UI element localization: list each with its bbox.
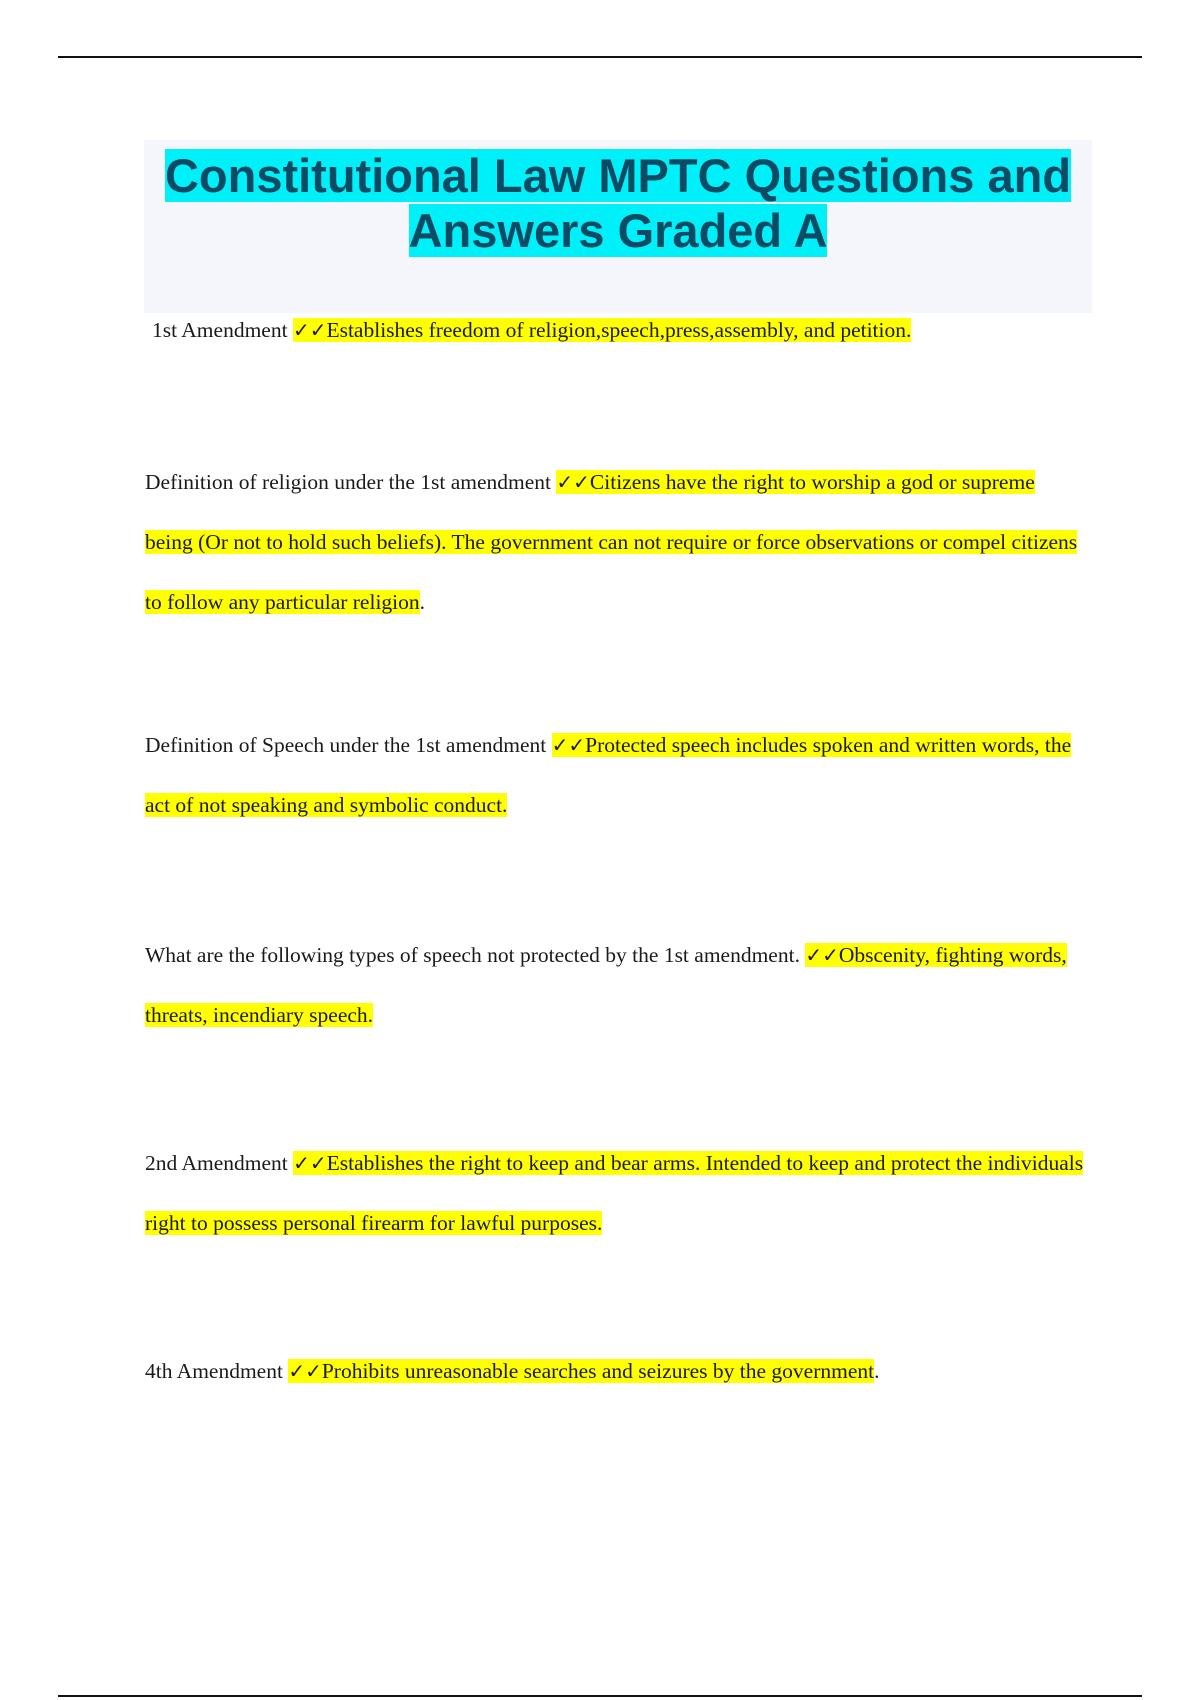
qa-item-4th-amendment: 4th Amendment ✓✓Prohibits unreasonable searches and seizures by the government.: [145, 1359, 880, 1383]
question-text: 1st Amendment: [152, 318, 293, 342]
answer-text: ✓✓Establishes freedom of religion,speech,press,assembly, and petition.: [292, 318, 912, 342]
qa-item-religion: Definition of religion under the 1st amendment ✓✓Citizens have the right to worship a god or supreme being (Or not to hold such beliefs). The government can not require or force observations or compel citizens to follow any particular religion.: [145, 470, 1078, 614]
title-line-1: Constitutional Law MPTC Questions and: [164, 149, 1072, 202]
answer-text: ✓✓Protected speech includes spoken and written words, the act of not speaking and symbolic conduct.: [145, 733, 1072, 817]
double-check-icon: ✓✓: [556, 470, 590, 494]
answer-text: ✓✓Prohibits unreasonable searches and seizures by the government: [288, 1359, 875, 1383]
title-line-2: Answers Graded A: [408, 204, 828, 257]
qa-item-1st-amendment: [152, 300, 1092, 360]
question-text: What are the following types of speech not protected by the 1st amendment.: [145, 943, 806, 967]
answer-text: ✓✓Citizens have the right to worship a god or supreme being (Or not to hold such beliefs). The government can not require or force observations or compel citizens to follow any particular religion: [145, 470, 1078, 614]
bottom-rule: [58, 1695, 1142, 1697]
top-rule: [58, 56, 1142, 58]
question-text: Definition of religion under the 1st amendment: [145, 470, 557, 494]
question-text: 2nd Amendment: [145, 1151, 294, 1175]
answer-text: ✓✓Obscenity, fighting words, threats, incendiary speech.: [145, 943, 1067, 1027]
qa-item-speech: [145, 715, 1085, 835]
answer-text: ✓✓Establishes the right to keep and bear arms. Intended to keep and protect the individuals right to possess personal firearm for lawful purposes.: [145, 1151, 1084, 1235]
double-check-icon: ✓✓: [288, 1359, 322, 1383]
double-check-icon: ✓✓: [293, 1151, 327, 1175]
double-check-icon: ✓✓: [551, 733, 586, 757]
double-check-icon: ✓✓: [292, 318, 327, 342]
document-title: [144, 148, 1092, 258]
question-text: Definition of Speech under the 1st amendment: [145, 733, 552, 757]
title-block: [144, 140, 1092, 313]
double-check-icon: ✓✓: [805, 943, 839, 967]
qa-item-2nd-amendment: [145, 1133, 1085, 1253]
qa-item-unprotected-speech: [145, 925, 1085, 1045]
question-text: 4th Amendment: [145, 1359, 289, 1383]
